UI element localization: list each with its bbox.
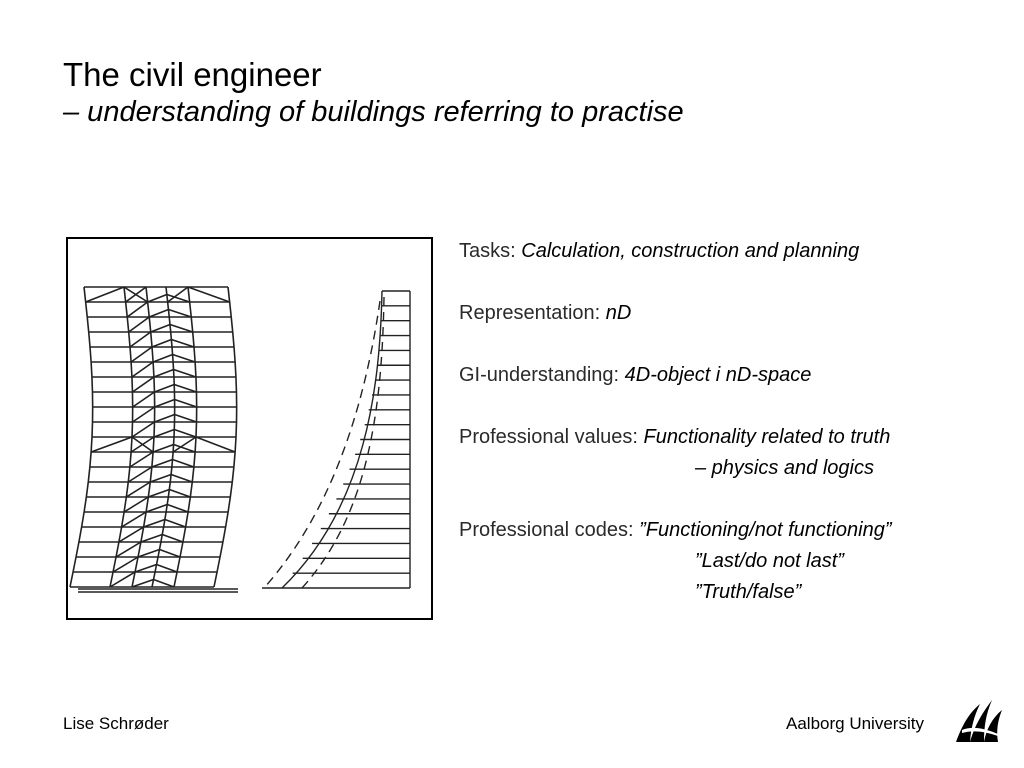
- slide-title: [63, 56, 684, 130]
- professional-code-1: ”Functioning/not functioning”: [639, 519, 892, 541]
- professional-values-value: Functionality related to truth: [643, 426, 891, 448]
- subtitle-text: – understanding of buildings referring to practise: [63, 96, 684, 128]
- professional-codes-label: Professional codes:: [459, 519, 640, 541]
- footer-author: Lise Schrøder: [63, 714, 169, 733]
- representation-label: Representation:: [459, 302, 606, 324]
- tasks-row: [459, 236, 1019, 267]
- footer-institution: Aalborg University: [786, 714, 924, 733]
- professional-values-row: [459, 422, 1019, 484]
- representation-value: nD: [605, 302, 632, 324]
- professional-codes-row: [459, 515, 1019, 608]
- building-deflection-diagram-icon: [66, 237, 433, 620]
- professional-code-2: ”Last/do not last”: [695, 550, 844, 572]
- professional-values-continuation: – physics and logics: [695, 457, 874, 479]
- title-text: The civil engineer: [63, 56, 322, 93]
- tasks-label: Tasks:: [459, 240, 522, 262]
- professional-values-label: Professional values:: [459, 426, 644, 448]
- tasks-value: Calculation, construction and planning: [521, 240, 860, 262]
- gi-understanding-row: [459, 360, 1019, 391]
- gi-understanding-value: 4D-object i nD-space: [624, 364, 812, 386]
- content-list: [459, 236, 1019, 608]
- representation-row: [459, 298, 1019, 329]
- gi-understanding-label: GI-understanding:: [459, 364, 625, 386]
- aalborg-university-logo-icon: [954, 696, 1004, 746]
- professional-code-3: ”Truth/false”: [695, 581, 802, 603]
